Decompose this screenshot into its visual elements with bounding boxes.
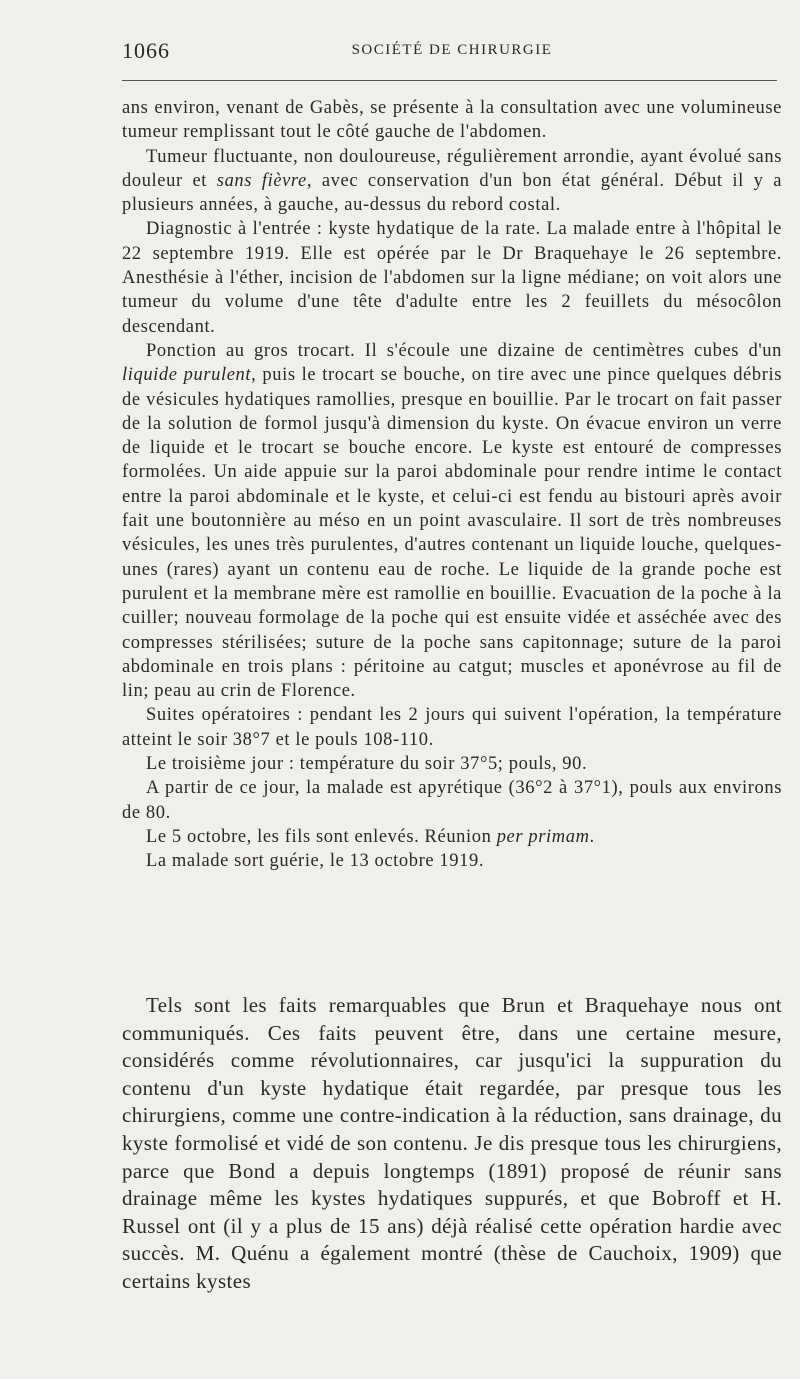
italic-phrase: liquide purulent xyxy=(122,365,252,386)
case-paragraph xyxy=(122,145,782,218)
text-run: Ponction au gros trocart. Il s'écoule une dizaine de centimètres cubes d'un xyxy=(146,340,782,361)
case-report xyxy=(122,96,782,874)
text-run: , puis le trocart se bouche, on tire avec une pince quelques débris de vésicules hydatiques ramollies, presque en bouillie. Par le trocart on fait passer de la solution de formol jusqu'à dimension du kyste. On évacue environ un verre de liquide et le trocart se bouche encore. Le kyste est entouré de compresses formolées. Un aide appuie sur la paroi abdominale pour rendre intime le contact entre la paroi abdominale et le kyste, et celui-ci est fendu au bistouri après avoir fait une boutonnière au méso en un point avasculaire. Il sort de très nombreuses vésicules, les unes très purulentes, d'autres contenant un liquide louche, quelques-unes (rares) ayant un contenu eau de roche. Le liquide de la grande poche est purulent et la membrane mère est ramollie en bouillie. Evacuation de la poche à la cuiller; nouveau formolage de la poche qui est ensuite vidée et asséchée avec des compresses stérilisées; suture de la poche sans capitonnage; suture de la paroi abdominale en trois plans : péritoine au catgut; muscles et aponévrose au fil de lin; peau au crin de Florence. xyxy=(122,365,783,702)
text-run: , avec conservation d'un bon état général. Début il y a plusieurs années, à gauche, au-dessus du rebord costal. xyxy=(122,170,783,216)
case-paragraph: La malade sort guérie, le 13 octobre 1919. xyxy=(146,851,485,872)
case-paragraph: ans environ, venant de Gabès, se présente à la consultation avec une volumineuse tumeur remplissant tout le côté gauche de l'abdomen. xyxy=(122,98,782,143)
text-run: Le 5 octobre, les fils sont enlevés. Réunion xyxy=(146,826,497,847)
page-header xyxy=(122,38,782,68)
case-paragraph: Diagnostic à l'entrée : kyste hydatique de la rate. La malade entre à l'hôpital le 22 septembre 1919. Elle est opérée par le Dr Braquehaye le 26 septembre. Anesthésie à l'éther, incision de l'abdomen sur la ligne médiane; on voit alors une tumeur du volume d'une tête d'adulte entre les 2 feuillets du mésocôlon descendant. xyxy=(122,219,782,337)
running-title: SOCIÉTÉ DE CHIRURGIE xyxy=(351,42,553,58)
case-paragraph xyxy=(122,339,782,703)
case-paragraph: Le troisième jour : température du soir 37°5; pouls, 90. xyxy=(146,754,588,775)
case-paragraph xyxy=(122,825,782,849)
header-rule xyxy=(122,80,777,81)
text-run: . xyxy=(589,826,595,847)
page-number: 1066 xyxy=(122,38,170,63)
commentary-paragraph: Tels sont les faits remarquables que Brun et Braquehaye nous ont communiqués. Ces faits peuvent être, dans une certaine mesure, considérés comme révolutionnaires, car jusqu'ici la suppuration du contenu d'un kyste hydatique était regardée, par presque tous les chirurgiens, comme une contre-indication à la réduction, sans drainage, du kyste formolisé et vidé de son contenu. Je dis presque tous les chirurgiens, parce que Bond a depuis longtemps (1891) proposé de réunir sans drainage même les kystes hydatiques suppurés, et que Bobroff et H. Russel ont (il y a plus de 15 ans) déjà réalisé cette opération hardie avec succès. M. Quénu a également montré (thèse de Cauchoix, 1909) que certains kystes xyxy=(122,993,782,1293)
case-paragraph: A partir de ce jour, la malade est apyrétique (36°2 à 37°1), pouls aux environs de 80. xyxy=(122,778,782,823)
italic-phrase: per primam xyxy=(496,826,590,847)
text-run: Tumeur fluctuante, non douloureuse, régulièrement arrondie, ayant évolué sans douleur et xyxy=(122,146,782,191)
case-paragraph: Suites opératoires : pendant les 2 jours qui suivent l'opération, la température atteint le soir 38°7 et le pouls 108-110. xyxy=(122,705,782,750)
commentary xyxy=(122,992,782,1296)
italic-phrase: sans fièvre xyxy=(216,170,307,191)
